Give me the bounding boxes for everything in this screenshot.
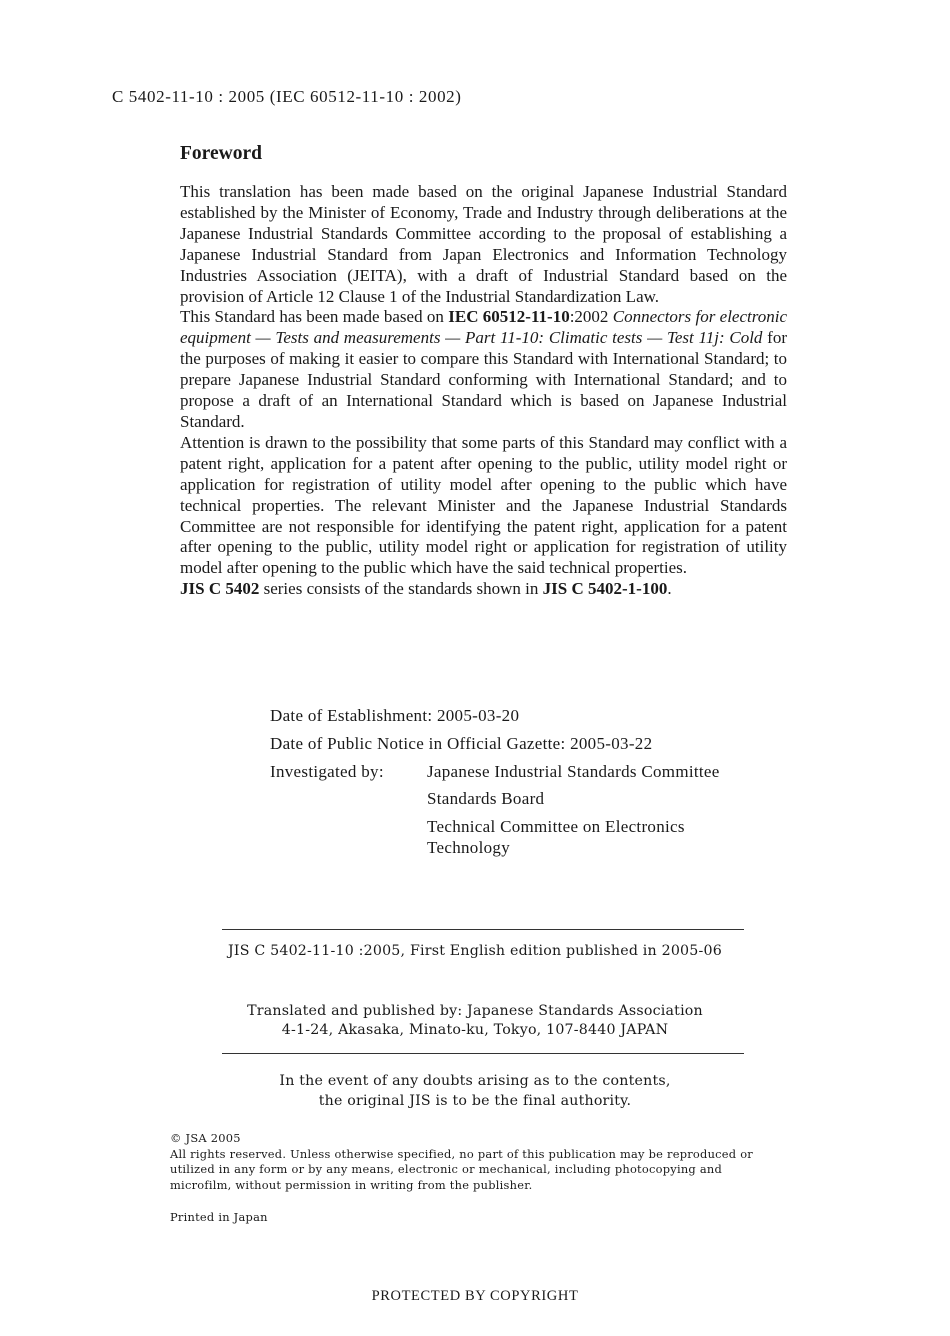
p4-series-ref: JIS C 5402	[180, 579, 260, 599]
foreword-body	[180, 182, 787, 600]
p4-text-b: series consists of the standards shown in	[259, 579, 543, 599]
publisher-address: 4-1-24, Akasaka, Minato-ku, Tokyo, 107-8440 JAPAN	[281, 1022, 669, 1038]
p2-iec-ref: IEC 60512-11-10	[448, 307, 570, 327]
authority-line-2: the original JIS is to be the final authority.	[318, 1093, 632, 1109]
foreword-paragraph-3: Attention is drawn to the possibility that some parts of this Standard may conflict with a patent right, application for a patent after opening to the public, utility model right or application for registration of utility model after opening to the public which have technical properties. The relevant Minister and the Japanese Industrial Standards Committee are not responsible for identifying the patent right, application for a patent after opening to the public, utility model right or application for registration of utility model after opening to the public which have the said technical properties.	[180, 432, 787, 578]
printed-in: Printed in Japan	[170, 1210, 268, 1224]
foreword-paragraph-1: This translation has been made based on the original Japanese Industrial Standard established by the Minister of Economy, Trade and Industry through deliberations at the Japanese Industrial Standards Committee according to the proposal of establishing a Japanese Industrial Standard from Japan Electronics and Information Technology Industries Association (JEITA), with a draft of Industrial Standard based on the provision of Article 12 Clause 1 of the Industrial Standardization Law.	[180, 182, 787, 306]
p4-text-d: .	[667, 579, 672, 599]
p2-text-e: for the purposes of making it easier to compare this Standard with International Standard; to prepare Japanese Industrial Standard conforming with International Standard; and to propose a draft of an International Standard which is based on Japanese Industrial Standard.	[180, 328, 787, 431]
investigated-by-technical-committee-cont: Technology	[427, 838, 511, 857]
publisher-line-1: Translated and published by: Japanese Standards Association	[247, 1003, 703, 1019]
investigated-by-committee: Japanese Industrial Standards Committee	[427, 762, 720, 781]
protected-by-copyright: PROTECTED BY COPYRIGHT	[371, 1288, 579, 1304]
rights-line-2: utilized in any form or by any means, electronic or mechanical, including photocopying and	[170, 1162, 723, 1176]
p2-text-a: This Standard has been made based on	[180, 307, 449, 327]
p2-text-c: :2002	[569, 307, 613, 327]
divider-bottom	[222, 1053, 744, 1054]
date-of-public-notice: Date of Public Notice in Official Gazette: 2005-03-22	[270, 734, 653, 753]
date-of-establishment: Date of Establishment: 2005-03-20	[270, 706, 520, 725]
document-header: C 5402-11-10 : 2005 (IEC 60512-11-10 : 2002)	[112, 87, 462, 106]
p4-standard-ref: JIS C 5402-1-100	[542, 579, 668, 599]
legal-notice	[170, 1131, 800, 1193]
investigated-by-board: Standards Board	[427, 789, 545, 808]
edition-line: JIS C 5402-11-10 :2005, First English edition published in 2005-06	[228, 943, 722, 959]
foreword-paragraph-2	[180, 307, 787, 432]
rights-line-3: microfilm, without permission in writing from the publisher.	[170, 1177, 533, 1192]
authority-line-1: In the event of any doubts arising as to the contents,	[279, 1073, 671, 1089]
copyright-line: © JSA 2005	[170, 1131, 241, 1145]
divider-top	[222, 929, 744, 930]
foreword-paragraph-4	[180, 579, 787, 600]
investigated-by-label: Investigated by:	[270, 762, 384, 781]
foreword-title: Foreword	[180, 143, 262, 164]
investigated-by-technical-committee: Technical Committee on Electronics	[427, 817, 685, 836]
p2-iec-title: Connectors for electronic equipment — Tests and measurements — Part 11-10: Climatic tests — Test 11j: Cold	[180, 307, 787, 348]
rights-line-1: All rights reserved. Unless otherwise specified, no part of this publication may be reproduced or	[170, 1146, 754, 1161]
